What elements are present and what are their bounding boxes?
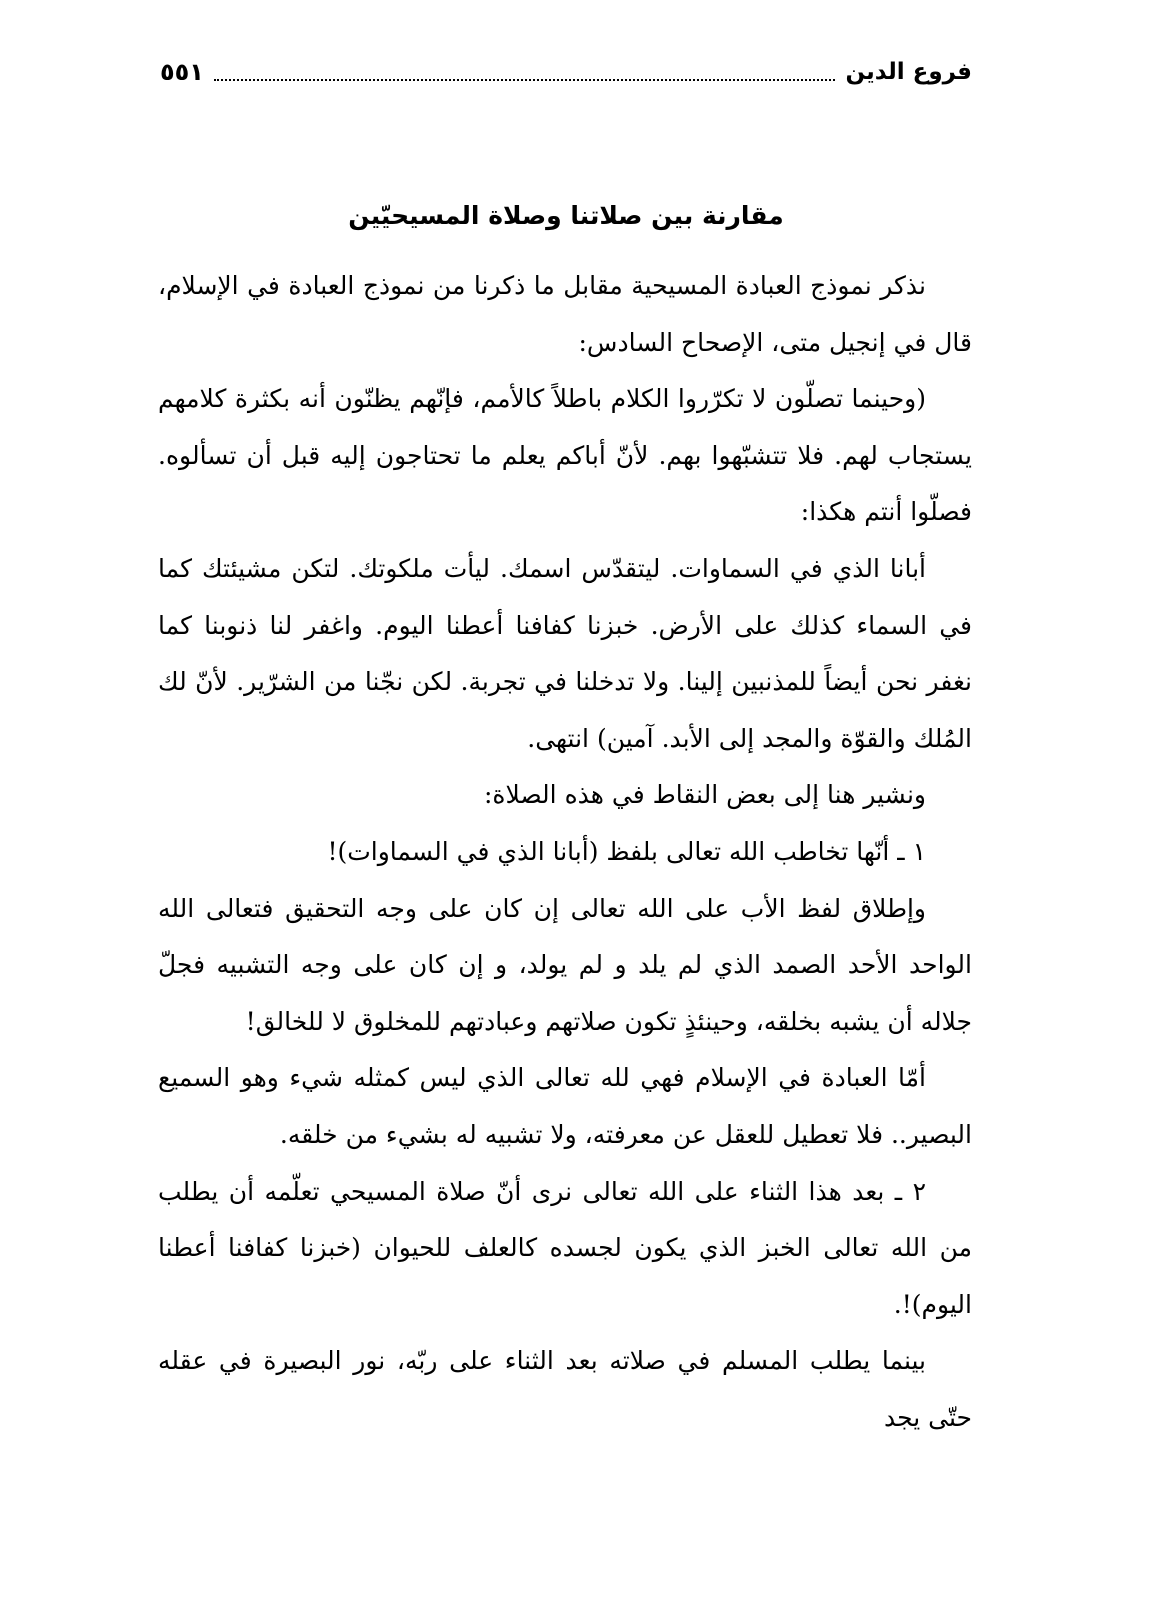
paragraph-intro: نذكر نموذج العبادة المسيحية مقابل ما ذكرنا من نموذج العبادة في الإسلام، قال في إنجيل متى، الإصحاح السادس: <box>158 271 972 357</box>
paragraph-point-one: ١ ـ أنّها تخاطب الله تعالى بلفظ (أبانا الذي في السماوات)! <box>327 836 926 866</box>
paragraph-point-two: ٢ ـ بعد هذا الثناء على الله تعالى نرى أنّ صلاة المسيحي تعلّمه أن يطلب من الله تعالى الخبز الذي يكون لجسده كالعلف للحيوان (خبزنا كفافنا أعطنا اليوم)!. <box>158 1176 972 1319</box>
paragraph-points-intro: ونشير هنا إلى بعض النقاط في هذه الصلاة: <box>483 780 926 810</box>
paragraph-islam-worship: أمّا العبادة في الإسلام فهي لله تعالى الذي ليس كمثله شيء وهو السميع البصير.. فلا تعطيل للعقل عن معرفته، ولا تشبيه له بشيء من خلقه. <box>158 1063 972 1149</box>
body-text <box>158 258 972 1446</box>
header-dot-leader <box>214 79 836 81</box>
running-title: فروع الدين <box>845 59 972 85</box>
page-number: ٥٥١ <box>160 58 204 86</box>
section-heading: مقارنة بين صلاتنا وصلاة المسيحيّين <box>348 201 784 230</box>
paragraph-father-term: وإطلاق لفظ الأب على الله تعالى إن كان على وجه التحقيق فتعالى الله الواحد الأحد الصمد الذي لم يلد و لم يولد، و إن كان على وجه التشبيه فجلّ جلاله أن يشبه بخلقه، وحينئذٍ تكون صلاتهم وعبادتهم للمخلوق لا للخالق! <box>158 893 972 1036</box>
paragraph-prayer-text: أبانا الذي في السماوات. ليتقدّس اسمك. ليأت ملكوتك. لتكن مشيئتك كما في السماء كذلك على الأرض. خبزنا كفافنا أعطنا اليوم. واغفر لنا ذنوبنا كما نغفر نحن أيضاً للمذنبين إلينا. ولا تدخلنا في تجربة. لكن نجّنا من الشرّير. لأنّ لك المُلك والقوّة والمجد إلى الأبد. آمين) انتهى. <box>158 553 972 753</box>
running-header <box>160 52 972 92</box>
paragraph-muslim-prayer: بينما يطلب المسلم في صلاته بعد الثناء على ربّه، نور البصيرة في عقله حتّى يجد <box>158 1346 972 1432</box>
paragraph-gospel-quote: (وحينما تصلّون لا تكرّروا الكلام باطلاً كالأمم، فإنّهم يظنّون أنه بكثرة كلامهم يستجاب لهم. فلا تتشبّهوا بهم. لأنّ أباكم يعلم ما تحتاجون إليه قبل أن تسألوه. فصلّوا أنتم هكذا: <box>158 384 972 527</box>
